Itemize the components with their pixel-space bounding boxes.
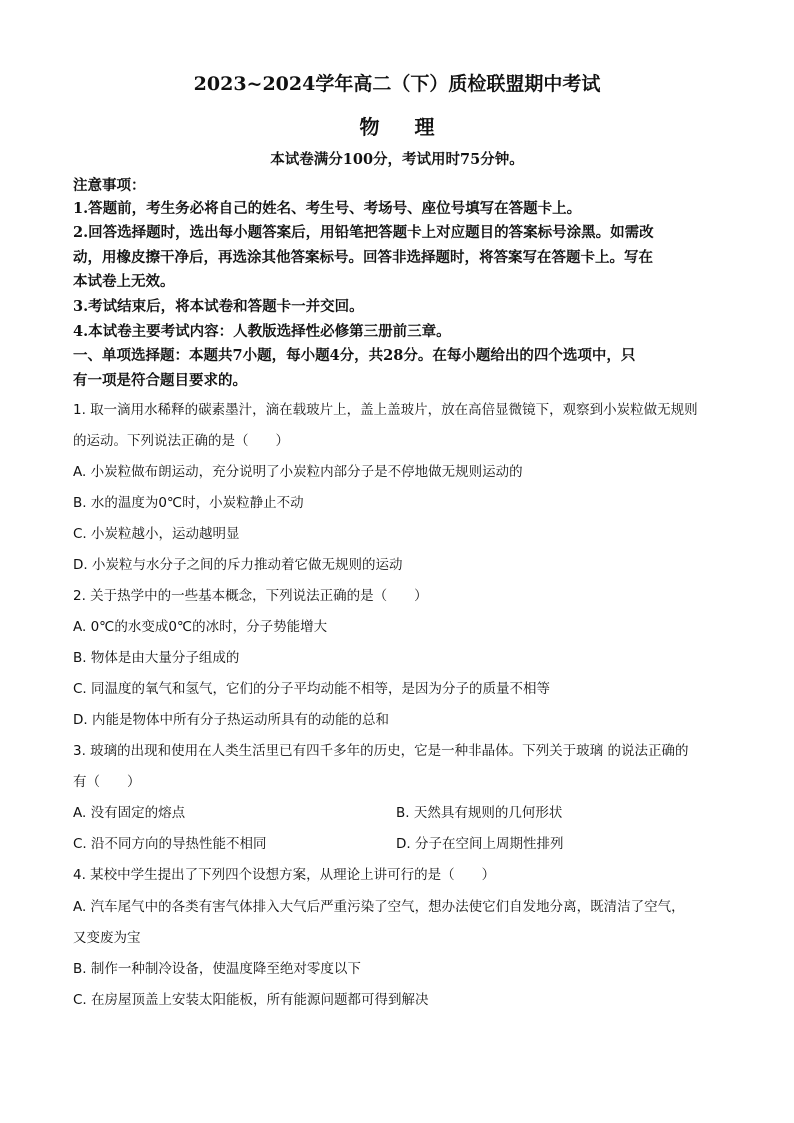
subject-title: 物 理 [359, 115, 449, 139]
note-item-2-line-2: 动，用橡皮擦干净后，再选涂其他答案标号。回答非选择题时，将答案写在答题卡上。写在 [73, 249, 653, 266]
q4-stem: 4. 某校中学生提出了下列四个设想方案，从理论上讲可行的是（ ） [73, 867, 496, 883]
q1-stem-line-1: 1. 取一滴用水稀释的碳素墨汁，滴在载玻片上，盖上盖玻片，放在高倍显微镜下，观察到小炭粒做无规则 [73, 402, 698, 418]
q2-option-a: A. 0℃的水变成0℃的冰时，分子势能增大 [73, 619, 328, 635]
q3-option-b: B. 天然具有规则的几何形状 [396, 805, 563, 821]
q3-option-c: C. 沿不同方向的导热性能不相同 [73, 836, 267, 852]
q1-option-a: A. 小炭粒做布朗运动，充分说明了小炭粒内部分子是不停地做无规则运动的 [73, 464, 523, 480]
note-item-2-line-1: 2.回答选择题时，选出每小题答案后，用铅笔把答题卡上对应题目的答案标号涂黑。如需改 [73, 224, 654, 241]
q3-stem-line-1: 3. 玻璃的出现和使用在人类生活里已有四千多年的历史，它是一种非晶体。下列关于玻璃 的说法正确的 [73, 743, 689, 759]
score-info: 本试卷满分100分，考试用时75分钟。 [270, 151, 524, 168]
q3-option-d: D. 分子在空间上周期性排列 [396, 836, 564, 852]
note-item-3: 3.考试结束后，将本试卷和答题卡一并交回。 [73, 298, 364, 315]
q1-option-d: D. 小炭粒与水分子之间的斥力推动着它做无规则的运动 [73, 557, 403, 573]
q2-option-c: C. 同温度的氧气和氢气，它们的分子平均动能不相等，是因为分子的质量不相等 [73, 681, 551, 697]
q4-option-a-line-2: 又变废为宝 [73, 930, 141, 946]
q1-option-b: B. 水的温度为0℃时，小炭粒静止不动 [73, 495, 304, 511]
q4-option-b: B. 制作一种制冷设备，使温度降至绝对零度以下 [73, 961, 361, 977]
note-item-2-line-3: 本试卷上无效。 [73, 273, 175, 290]
q2-option-b: B. 物体是由大量分子组成的 [73, 650, 240, 666]
q3-stem-line-2: 有（ ） [73, 774, 141, 790]
exam-title: 2023~2024学年高二（下）质检联盟期中考试 [193, 73, 601, 95]
q4-option-a-line-1: A. 汽车尾气中的各类有害气体排入大气后严重污染了空气，想办法使它们自发地分离，既清洁了空气， [73, 899, 685, 915]
section-heading-line-2: 有一项是符合题目要求的。 [73, 372, 247, 389]
q3-option-a: A. 没有固定的熔点 [73, 805, 186, 821]
q1-stem-line-2: 的运动。下列说法正确的是（ ） [73, 433, 289, 449]
notes-heading: 注意事项： [73, 177, 146, 194]
q2-stem: 2. 关于热学中的一些基本概念，下列说法正确的是（ ） [73, 588, 428, 604]
note-item-4: 4.本试卷主要考试内容：人教版选择性必修第三册前三章。 [73, 323, 451, 340]
section-heading-line-1: 一、单项选择题：本题共7小题，每小题4分，共28分。在每小题给出的四个选项中，只 [73, 347, 636, 364]
q1-option-c: C. 小炭粒越小，运动越明显 [73, 526, 240, 542]
q4-option-c: C. 在房屋顶盖上安装太阳能板，所有能源问题都可得到解决 [73, 992, 429, 1008]
note-item-1: 1.答题前，考生务必将自己的姓名、考生号、考场号、座位号填写在答题卡上。 [73, 200, 582, 217]
q2-option-d: D. 内能是物体中所有分子热运动所具有的动能的总和 [73, 712, 389, 728]
